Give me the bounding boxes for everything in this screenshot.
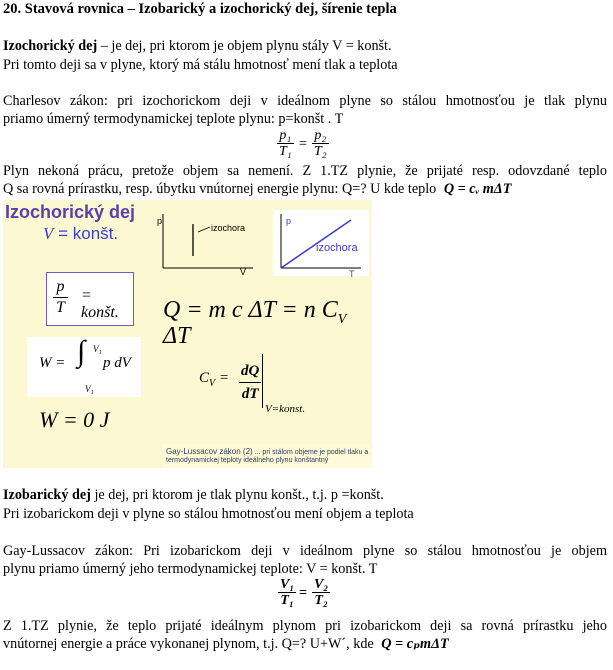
cv-sub: V — [209, 378, 216, 389]
evaluation-bar — [262, 354, 263, 408]
pressure-temp-ratio-box — [46, 272, 134, 326]
isobaric-definition — [3, 487, 607, 504]
heat-capacity-def — [199, 370, 229, 392]
isobaric-heat-formula: Q = cₚmΔT — [381, 636, 449, 652]
gay-lussac-line2: plynu priamo úmerný jeho termodynamickej teplote: V = konšt. T — [3, 561, 378, 577]
pv-graph — [153, 210, 263, 276]
work-integral-lhs: W = — [39, 355, 66, 371]
gay-lussac-line1: Gay-Lussacov zákon: Pri izobarickom deji v ideálnom plyne so stálou hmotnosťou je objem — [3, 543, 607, 559]
cv-numerator: dQ — [241, 363, 260, 379]
heat-equation-end: ΔT — [163, 322, 191, 349]
gl-fraction-right — [312, 577, 330, 608]
isochoric-def-text: – je dej, pri ktorom je objem plynu stály V = konšt. — [97, 38, 392, 54]
fraction-numerator: p₁ — [279, 128, 292, 143]
fraction-denominator: T₁ — [279, 144, 292, 159]
isobaric-term: Izobarický dej — [3, 487, 91, 503]
zero-work: W = 0 J — [39, 407, 110, 432]
fraction-denominator: T₂ — [312, 592, 330, 608]
isobaric-line2: Pri izobarickom deji v plyne so stálou hmotnosťou mení objem a teplota — [3, 506, 414, 522]
heat-formula: Q = cᵥ mΔT — [443, 181, 512, 197]
gl-fraction-left — [278, 577, 296, 608]
heat-equation — [163, 297, 372, 349]
charles-fraction-left — [277, 128, 294, 159]
heat-equation-sub: V — [337, 311, 347, 327]
equals-sign: = — [299, 585, 308, 601]
integral-sign: ∫ — [77, 335, 86, 368]
pv-graph-label: izochora — [211, 223, 246, 233]
gl-caption-text1: ... pri stálom objeme je podiel tlaku a — [254, 449, 369, 456]
ratio-numerator: p — [56, 278, 65, 295]
isobaric-heat-line1: Z 1.TZ plynie, že teplo prijaté ideálnym plynom pri izobarickom deji sa rovná prírastku jeho — [3, 618, 607, 634]
ratio-denominator: T — [53, 297, 68, 318]
gl-caption-title: Gay-Lussacov zákon (2) — [166, 447, 253, 456]
work-integral-box — [27, 337, 141, 397]
pv-graph-x-label: V — [240, 267, 247, 277]
integral-upper-limit: V₁ — [93, 344, 102, 354]
slide-subtitle — [43, 225, 118, 242]
no-work-line1: Plyn nekoná prácu, pretože objem sa nemení. Z 1.TZ plynie, že prijaté resp. odovzdané teplo — [3, 163, 607, 179]
pv-graph-y-label: p — [157, 216, 163, 226]
pt-graph-label: izochora — [316, 242, 358, 254]
cv-denominator: dT — [239, 382, 261, 405]
fraction-numerator: V₂ — [314, 577, 329, 592]
fraction-numerator: V₁ — [280, 577, 295, 592]
heat-equation-main: Q = m c ΔT = n C — [163, 297, 338, 323]
charles-fraction-right — [312, 128, 329, 159]
isobaric-heat-line2 — [3, 636, 607, 653]
isochoric-term: Izochorický dej — [3, 38, 98, 54]
fraction-denominator: T₂ — [314, 144, 327, 159]
ratio-constant: = konšt. — [81, 287, 119, 321]
isochoric-slide-image — [3, 200, 372, 468]
equals-sign: = — [299, 136, 308, 152]
work-integral-rhs: p dV — [103, 355, 131, 371]
ratio-fraction — [53, 277, 68, 318]
fraction-numerator: p₂ — [314, 128, 327, 143]
isochoric-line2: Pri tomto deji sa v plyne, ktorý má stálu hmotnosť mení tlak a teplota — [3, 57, 398, 73]
cv-equals: = — [215, 370, 229, 386]
gay-lussac-caption — [162, 444, 370, 468]
no-work-line2 — [3, 181, 607, 198]
no-work-text: Q sa rovná prírastku, resp. úbytku vnútornej energie plynu: Q=? U kde teplo — [3, 181, 437, 197]
charles-law-line2: priamo úmerný termodynamickej teplote plynu: p=konšt . T — [3, 111, 344, 127]
integral-lower-limit: V₁ — [85, 384, 94, 394]
slide-title: Izochorický dej — [5, 202, 136, 222]
isobaric-def-text: je dej, pri ktorom je tlak plynu konšt., t.j. p =konšt. — [90, 487, 384, 503]
fraction-denominator: T₁ — [278, 592, 296, 608]
slide-volume-var: V — [43, 224, 54, 243]
isobaric-heat-text: vnútornej energie a práce vykonanej plynom, t.j. Q=? U+W´, kde — [3, 636, 374, 652]
page-title: 20. Stavová rovnica – Izobarický a izochorický dej, šírenie tepla — [3, 1, 397, 17]
cv-fraction — [239, 360, 261, 405]
pt-graph-y-label: p — [286, 216, 292, 226]
cv-condition: V=konst. — [265, 403, 306, 415]
charles-law-line1: Charlesov zákon: pri izochorickom deji v ideálnom plyne so stálou hmotnosťou je tlak plynu — [3, 93, 607, 109]
cv-symbol: C — [199, 370, 210, 386]
isochoric-definition — [3, 38, 607, 55]
pt-graph-x-label: T — [349, 269, 355, 279]
gl-caption-text2: termodynamickej teploty ideálneho plynu konštantný — [166, 457, 329, 464]
slide-subtitle-text: = konšt. — [53, 224, 119, 243]
